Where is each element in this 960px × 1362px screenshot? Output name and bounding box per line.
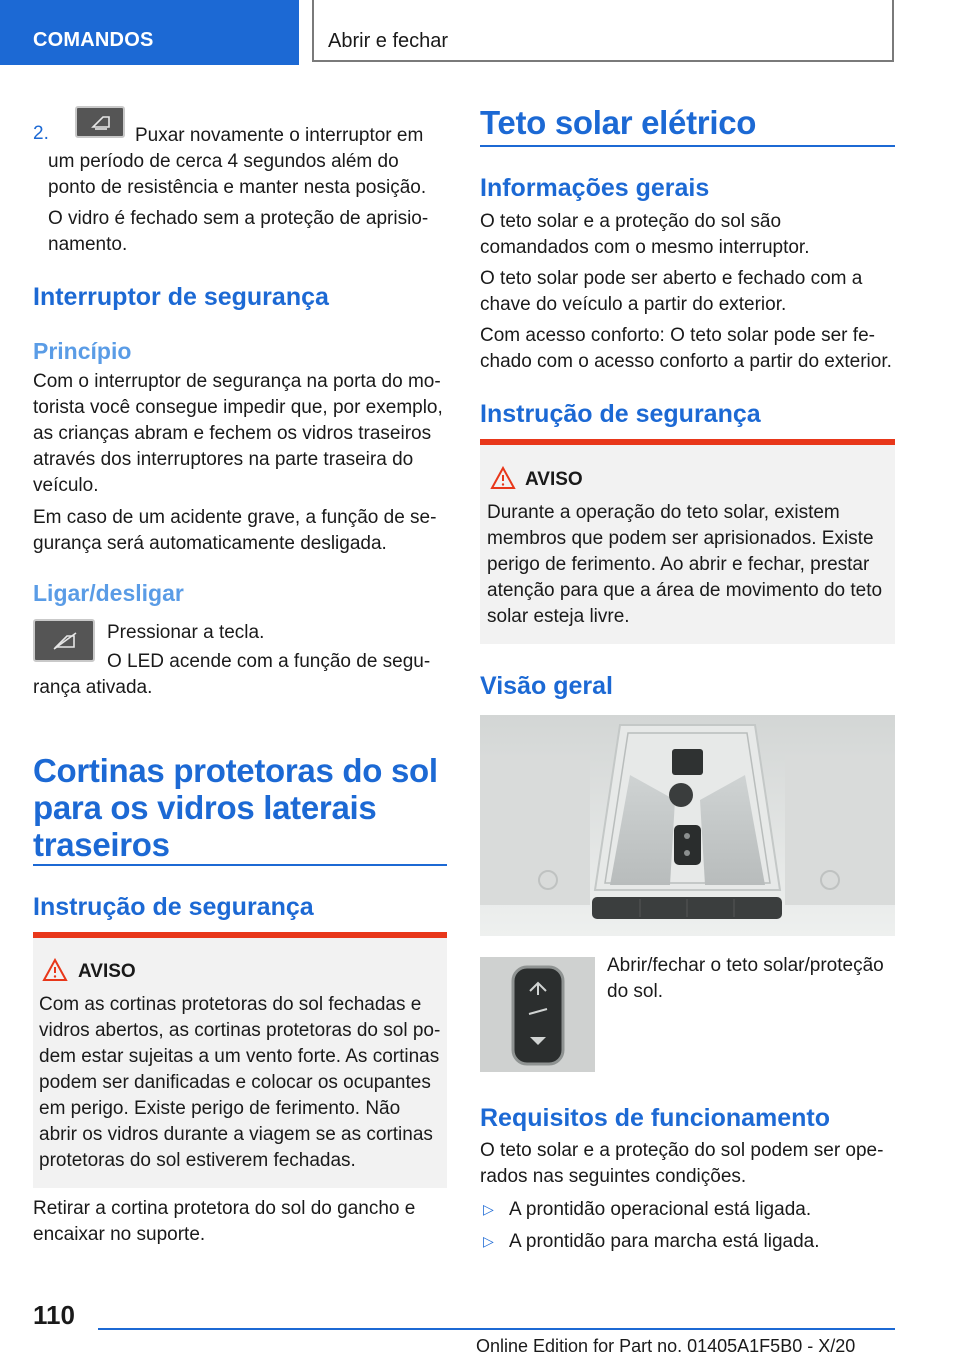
warning-triangle-icon [42,958,68,987]
warning-box-sunroof [480,439,895,644]
step2-result: O vidro é fechado sem a proteção de aprisionamento. [48,208,429,255]
footer-edition-text: Online Edition for Part no. 01405A1F5B0 - X/20 [476,1336,856,1356]
blinds-heading: Cortinas protetoras do sol para os vidros laterais traseiros [33,752,438,863]
onoff-heading: Ligar/desligar [33,580,184,606]
principle-paragraph-2: Em caso de um acidente grave, a função de segurança será automaticamente desligada. [33,507,437,554]
warning-title: AVISO [525,469,583,490]
warning-text: Durante a operação do teto solar, existem membros que podem ser aprisionados. Existe perigo de ferimento. Ao abrir e fechar, prestar atenção para que a área de movimento do teto solar esteja livre. [487,502,883,627]
triangle-bullet-icon: ▷ [483,1233,494,1249]
warning-box-blinds [33,932,447,1188]
sunroof-heading: Teto solar elétrico [480,104,757,141]
list-item-text: A prontidão operacional está ligada. [509,1199,812,1220]
requirements-heading: Requisitos de funcionamento [480,1104,831,1132]
general-paragraph-1: O teto solar e a proteção do sol são comandados com o mesmo interruptor. [480,211,810,258]
onoff-paragraph-1: Pressionar a tecla. [107,622,265,643]
sunroof-switch-photo [480,957,595,1072]
warning-text: Com as cortinas protetoras do sol fechadas e vidros abertos, as cortinas protetoras do sol podem estar sujeitas a um vento forte. As cortinas podem ser danificadas e colocar os ocupantes em perigo. Existe perigo de ferimento. Não abrir os vidros durante a viagem se as cortinas protetoras do sol estiverem fechadas. [39,994,441,1171]
general-info-heading: Informações gerais [480,174,710,202]
step2-text: Puxar novamente o interruptor em um período de cerca 4 segundos além do ponto de resistência e manter nesta posição. [48,125,427,198]
list-item-text: A prontidão para marcha está ligada. [509,1231,820,1252]
sunroof-heading-rule [480,145,895,147]
general-paragraph-3: Com acesso conforto: O teto solar pode ser fechado com o acesso conforto a partir do exterior. [480,325,892,372]
warning-bar [33,932,447,938]
blinds-paragraph: Retirar a cortina protetora do sol do gancho e encaixar no suporte. [33,1198,416,1245]
roof-console-photo [480,715,895,936]
general-paragraph-2: O teto solar pode ser aberto e fechado com a chave do veículo a partir do exterior. [480,268,863,315]
onoff-paragraph-2: O LED acende com a função de segurança ativada. [33,651,431,698]
warning-title: AVISO [78,961,136,982]
triangle-bullet-icon: ▷ [483,1201,494,1217]
sunroof-safety-heading: Instrução de segurança [480,400,761,428]
principle-paragraph-1: Com o interruptor de segurança na porta do motorista você consegue impedir que, por exemplo, as crianças abram e fechem os vidros traseiros através dos interruptores na parte traseira do veículo. [33,371,443,496]
header-section-tab [0,0,299,65]
requirements-paragraph: O teto solar e a proteção do sol podem ser operados nas seguintes condições. [480,1140,884,1187]
footer-rule [98,1328,895,1330]
overview-heading: Visão geral [480,672,613,700]
switch-caption: Abrir/fechar o teto solar/proteção do sol. [607,955,884,1002]
principle-heading: Princípio [33,338,132,364]
warning-triangle-icon [490,466,516,495]
requirements-list [480,1197,895,1261]
header-chapter-label: Abrir e fechar [328,30,449,52]
warning-bar [480,439,895,445]
list-item [480,1197,895,1229]
step-number: 2. [33,123,49,144]
blinds-safety-heading: Instrução de segurança [33,893,314,921]
header-section-label: COMANDOS [33,29,154,51]
safety-switch-heading: Interruptor de segurança [33,283,329,311]
page-number: 110 [33,1300,75,1330]
header-chapter-box [312,0,894,62]
list-item [480,1229,895,1261]
blinds-heading-rule [33,864,447,866]
